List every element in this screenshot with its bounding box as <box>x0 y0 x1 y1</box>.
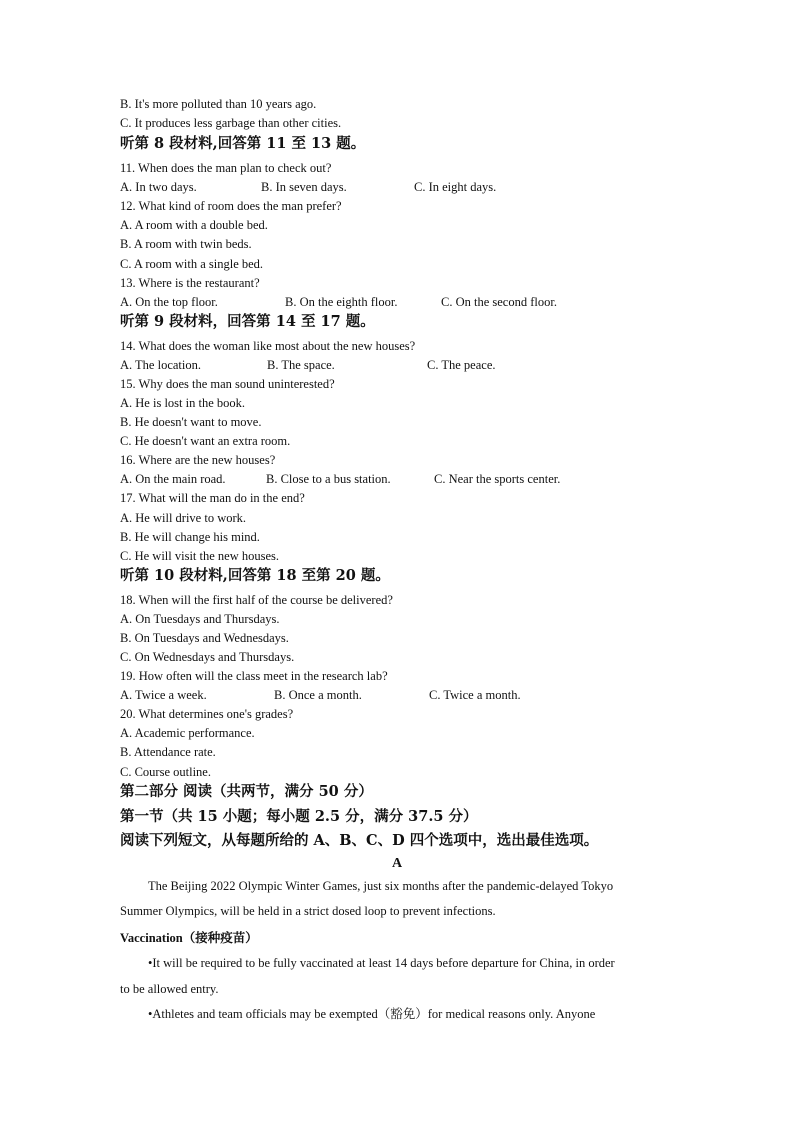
question-13: 13. Where is the restaurant? <box>120 276 260 290</box>
paragraph-line: The Beijing 2022 Olympic Winter Games, just six months after the pandemic-delayed Tokyo <box>148 879 614 893</box>
paragraph-line: Summer Olympics, will be held in a strict dosed loop to prevent infections. <box>120 904 496 918</box>
option-b-text: B. He will change his mind. <box>120 530 260 544</box>
section-heading-10: 听第 10 段材料,回答第 18 至第 20 题。 <box>120 567 390 584</box>
section-heading-9: 听第 9 段材料，回答第 14 至 17 题。 <box>120 313 375 330</box>
option-a: A. In two days. <box>120 180 197 194</box>
option-a-text: A. He will drive to work. <box>120 511 247 525</box>
option-b-text: B. It's more polluted than 10 years ago. <box>120 97 317 111</box>
question-20: 20. What determines one's grades? <box>120 707 294 721</box>
option-c-text: C. On Wednesdays and Thursdays. <box>120 650 295 664</box>
option-c: C. On the second floor. <box>441 295 557 309</box>
option-b: B. The space. <box>267 358 335 372</box>
question-18: 18. When will the first half of the course be delivered? <box>120 593 393 607</box>
option-c: C. Twice a month. <box>429 688 521 702</box>
option-b-text: B. A room with twin beds. <box>120 237 252 251</box>
question-19: 19. How often will the class meet in the research lab? <box>120 669 388 683</box>
option-c: C. The peace. <box>427 358 496 372</box>
part-two-heading: 第二部分 阅读（共两节，满分 50 分） <box>120 783 373 800</box>
question-17: 17. What will the man do in the end? <box>120 491 305 505</box>
option-a-text: A. Academic performance. <box>120 726 255 740</box>
question-11: 11. When does the man plan to check out? <box>120 161 332 175</box>
paragraph-line: to be allowed entry. <box>120 982 219 996</box>
section-one-heading: 第一节（共 15 小题；每小题 2.5 分，满分 37.5 分） <box>120 808 478 825</box>
option-c: C. In eight days. <box>414 180 497 194</box>
question-15: 15. Why does the man sound uninterested? <box>120 377 335 391</box>
paragraph-line: •It will be required to be fully vaccinated at least 14 days before departure for China, in order <box>148 956 615 970</box>
section-heading-8: 听第 8 段材料,回答第 11 至 13 题。 <box>120 135 366 152</box>
passage-letter: A <box>391 856 403 871</box>
question-12: 12. What kind of room does the man prefer? <box>120 199 342 213</box>
subheading-vaccination: Vaccination（接种疫苗） <box>120 931 258 945</box>
option-a: A. On the main road. <box>120 472 226 486</box>
option-c-text: C. Course outline. <box>120 765 211 779</box>
option-a-text: A. On Tuesdays and Thursdays. <box>120 612 280 626</box>
option-a: A. Twice a week. <box>120 688 207 702</box>
option-c-text: C. It produces less garbage than other cities. <box>120 116 342 130</box>
question-16: 16. Where are the new houses? <box>120 453 276 467</box>
question-14: 14. What does the woman like most about the new houses? <box>120 339 416 353</box>
option-c-text: C. He doesn't want an extra room. <box>120 434 291 448</box>
option-a-text: A. He is lost in the book. <box>120 396 245 410</box>
option-c-text: C. A room with a single bed. <box>120 257 264 271</box>
option-b: B. Close to a bus station. <box>266 472 391 486</box>
option-b: B. In seven days. <box>261 180 347 194</box>
paragraph-line: •Athletes and team officials may be exempted（豁免）for medical reasons only. Anyone <box>148 1007 596 1021</box>
option-b-text: B. Attendance rate. <box>120 745 216 759</box>
option-b: B. Once a month. <box>274 688 362 702</box>
option-a: A. The location. <box>120 358 201 372</box>
option-a-text: A. A room with a double bed. <box>120 218 268 232</box>
option-c-text: C. He will visit the new houses. <box>120 549 280 563</box>
option-b: B. On the eighth floor. <box>285 295 398 309</box>
option-b-text: B. He doesn't want to move. <box>120 415 262 429</box>
reading-instructions: 阅读下列短文，从每题所给的 A、B、C、D 四个选项中，选出最佳选项。 <box>120 832 599 849</box>
option-a: A. On the top floor. <box>120 295 218 309</box>
option-b-text: B. On Tuesdays and Wednesdays. <box>120 631 289 645</box>
option-c: C. Near the sports center. <box>434 472 561 486</box>
